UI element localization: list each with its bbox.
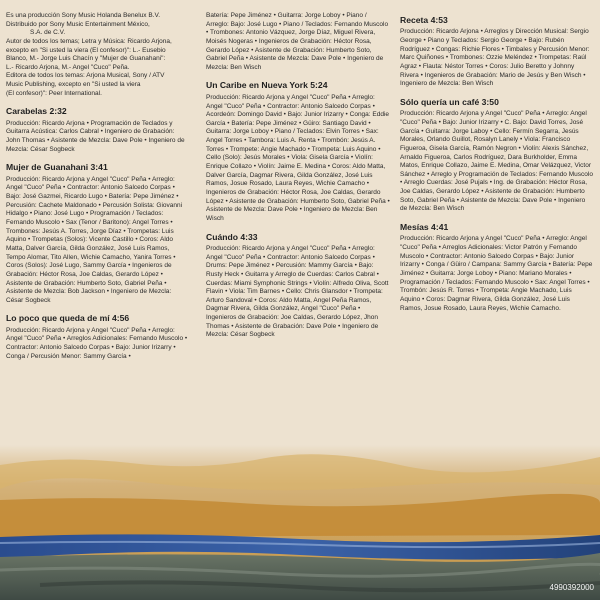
intro-text (6, 12, 190, 98)
credits-column-1 (6, 12, 190, 369)
track-lo-poco-que-queda-continued (206, 12, 390, 72)
track-title: Un Caribe en Nueva York 5:24 (206, 80, 328, 91)
track-title: Mesías 4:41 (400, 222, 449, 233)
track-carabelas (6, 106, 190, 154)
credits-column-2 (206, 12, 390, 348)
track-solo-queria-un-cafe (400, 97, 593, 214)
track-credits: Producción: Ricardo Arjona y Angel "Cuco" Peña • Arreglo: Angel "Cuco" Peña • Arreglos Adicionales: Victor Patrón y Fernando Muscolo • Contractor: Antonio Salcedo Corpas • Bajo: Junior Irizarry • Conga / Güiro / Campana: Sammy García • Batería: Pepe Jiménez • Guitarra: Jorge Loboy • Piano: Mariano Morales • Programación / Teclados: Fernando Muscolo • Sax: Angel Torres • Trombón: Jesús R. Torres • Trompeta: Angie Machado, Luis Aquino • Coros: Dagmar Rivera, Gilda González, José Luis Ramos, Josue Rosado, Laura Reyes, Wichie Camacho. (400, 235, 593, 312)
track-receta (400, 15, 593, 89)
track-credits: Producción: Ricardo Arjona y Angel "Cuco" Peña • Arreglo: Angel "Cuco" Peña • Arreglos Adicionales: Fernando Muscolo • Contractor: Antonio Salcedo Corpas • Bajo: Junior Irizarry • Conga / Percusión Menor: Sammy García • (6, 326, 188, 360)
track-title: Carabelas 2:32 (6, 106, 67, 117)
track-credits: Producción: Ricardo Arjona y Angel "Cuco" Peña • Arreglo: Angel "Cuco" Peña • Bajo: Junior Irizarry • C. Bajo: David Torres, José García • Guitarra: Jorge Laboy • Cello: Fermín Segarra, Jesús Morales, Orlando Guillot, Rosalyn Lanely • Viola: Francisco Figueroa, Gisela García, Ramón Negron • Violín: Alexis Sánchez, Arnaldo Figueroa, Carlos Rodríguez, Dara Burkholder, Emma Matos, Enrique Collazo, Jaime E. Medina, Omar Velázquez, Victor Sánchez • Arreglo y Programación de Teclados: Fernando Muscolo • Arreglo Cuerdas: José Pujals • Ing. de Grabación: Héctor Rosa, Joe Caldas, Gerardo López • Asistente de Grabación: Humberto Soto, Gabriel Peña • Asistente de Mezcla: Dave Pole • Ingeniero de Mezcla: Ben Wisch (400, 110, 593, 213)
track-credits: Producción: Ricardo Arjona • Programación de Teclados y Guitarra Acústica: Carlos Cabral • Ingeniero de Grabación: John Thomas • Asistente de Mezcla: Dave Pole • Ingeniero de Mezcla: César Sogbeck (6, 119, 185, 153)
intro-line: excepto en "Si usted la viera (El confesor)": L.- Eusebio (6, 46, 166, 54)
track-title: Mujer de Guanahani 3:41 (6, 162, 108, 173)
track-mesias (400, 222, 593, 313)
track-credits: Producción: Ricardo Arjona y Angel "Cuco" Peña • Arreglo: Angel "Cuco" Peña • Contractor: Antonio Salcedo Corpas • Acordeón: Domingo David • Bajo: Junior Irizarry • Conga: Eddie García • Batería: Pepe Jiménez • Güiro: Santiago David • Guitarra: Jorge Loboy • Piano / Teclados: Elvin Torres • Sax: Angel Torres • Tambora: Luis A. Renta • Trombón: Jesús A. Torres • Trompete: Angie Machado • Trompeta: Luis Aquino • Cello (Solo): Jesús Morales • Viola: Gisela García • Violín: Enrique Collazo • Violín: Jaime E. Medina • Coros: Aldo Matta, Dalver García, Dagmar Rivera, Gilda González, José Luis Ramos, Josue Rosado, Laura Reyes, Wichie Camacho • Ingenieros de Grabación: Héctor Rosa, Joe Caldas, Gerardo López • Asistente de Grabación: Humberto Soto, Gabriel Peña • Asistente de Mezcla: Dave Pole • Ingeniero de Mezcla: Ben Wisch (206, 93, 390, 222)
track-un-caribe-en-nueva-york (206, 80, 390, 223)
track-title: Sólo quería un café 3:50 (400, 96, 499, 107)
intro-line: Editora de todos los temas: Arjona Musical, Sony / ATV (6, 72, 165, 80)
credits-column-3 (400, 12, 593, 321)
track-cuando (206, 232, 390, 340)
track-credits: Producción: Ricardo Arjona • Arreglos y Dirección Musical: Sergio George • Piano y Teclados: Sergio George • Bajo: Rubén Rodríguez • Congas: Richie Flores • Timbales y Percusión Menor: Marc Quiñones • Trombones: Ozzie Meléndez • Trompetas: Raúl Agraz • Flauta: Néstor Torres • Coros: Julio Beretto y Johnny Rivera • Ingenieros de Grabación: Mario de Jesús y Ben Wisch • Ingeniero de Mezcla: Ben Wisch (400, 28, 590, 88)
track-credits: Batería: Pepe Jiménez • Guitarra: Jorge Loboy • Piano / Arreglo: Bajo: José Lugo • Piano / Teclados: Fernando Muscolo • Trombones: Antonio Vázquez, Jorge Díaz, Miguel Rivera, Moisés Nogeras • Ingenieros de Grabación: Héctor Rosa, Gerardo López • Asistente de Grabación: Humberto Soto, Gabriel Peña • Asistente de Mezcla: Dave Pole • Ingeniero de Mezcla: Ben Wisch (206, 12, 389, 71)
track-title: Receta 4:53 (400, 15, 448, 25)
track-title: Cuándo 4:33 (206, 231, 258, 242)
track-title: Lo poco que queda de mí 4:56 (6, 313, 130, 324)
intro-line: Blanco, M.- Jorge Luis Chacín y "Mujer de Guanahani": (6, 55, 166, 63)
track-credits: Producción: Ricardo Arjona y Angel "Cuco" Peña • Arreglo: Angel "Cuco" Peña • Contractor: Antonio Salcedo Corpas • Bajo: José Gazmei, Ricardo Lugo • Batería: Pepe Jiménez • Percusión: Cachete Maldonado • Percusión Solista: Giovanni Hidalgo • Piano: José Lugo • Programación / Teclados: Fernando Muscolo • Sax (Tenor / Baritono): Angel Torres • Trombones: Jesús A. Torres, Jorge Díaz • Trompetas: Luis Aquino • Trompetas (Solos): Vicente Castillo • Coros: Aldo Matta, Dalver García, Gilda González, José Luis Ramos, Tempo Alomar, Tito Allen, Wichie Camacho, Yanira Torres • Coros (Solos): José Lugo, Sammy García • Ingenieros de Grabación: Héctor Rosa, Joe Caldas, Gerardo López • Asistente de Grabación: Humberto Soto, Gabriel Peña • Asistente de Mezcla: Bob Jackson • Ingeniero de Mezcla: César Sogbeck (6, 175, 183, 304)
catalog-number: 4990392000 (549, 583, 594, 592)
landscape-painting-svg (0, 445, 600, 600)
track-lo-poco-que-queda (6, 313, 190, 361)
track-credits: Producción: Ricardo Arjona y Angel "Cuco" Peña • Arreglo: Angel "Cuco" Peña • Contractor: Antonio Salcedo Corpas • Drums: Pepe Jiménez • Percusión: Mammy García • Bajo: Rusty Heck • Guitarra y Arreglo de Cuerdas: Carlos Cabral • Cuerdas: Miami Symphonic Strings • Violín: Alfredo Oliva, Scott Flavin • Viola: Tim Barnes • Cello: Chris Glansdor • Trompeta: Arturo Sandoval • Coros: Aldo Matta, Angel Peña Ramos, Dagmar Rivera, Gilda González, Angel "Cuco" Peña • Ingenieros de Grabación: Joe Caldas, Gerardo López, Jhon Thomas • Asistente de Grabación: Dave Pole • Ingeniero de Mezcla: César Sogbeck (206, 244, 389, 339)
intro-line: L.- Ricardo Arjona, M.- Angel "Cuco" Peña. (6, 63, 130, 71)
intro-line: Music Publishing, excepto en "Si usted la viera (6, 81, 141, 89)
intro-line: Distribuido por Sony Music Entertainment México, (6, 20, 150, 28)
intro-line: Es una producción Sony Music Holanda Benelux B.V. (6, 12, 161, 19)
landscape-painting (0, 445, 600, 600)
intro-line: Autor de todos los temas; Letra y Música: Ricardo Arjona, (6, 37, 172, 45)
intro-line: (El confesor)": Peer International. (6, 89, 102, 97)
intro-line: S.A. de C.V. (30, 29, 66, 37)
track-mujer-de-guanahani (6, 162, 190, 305)
